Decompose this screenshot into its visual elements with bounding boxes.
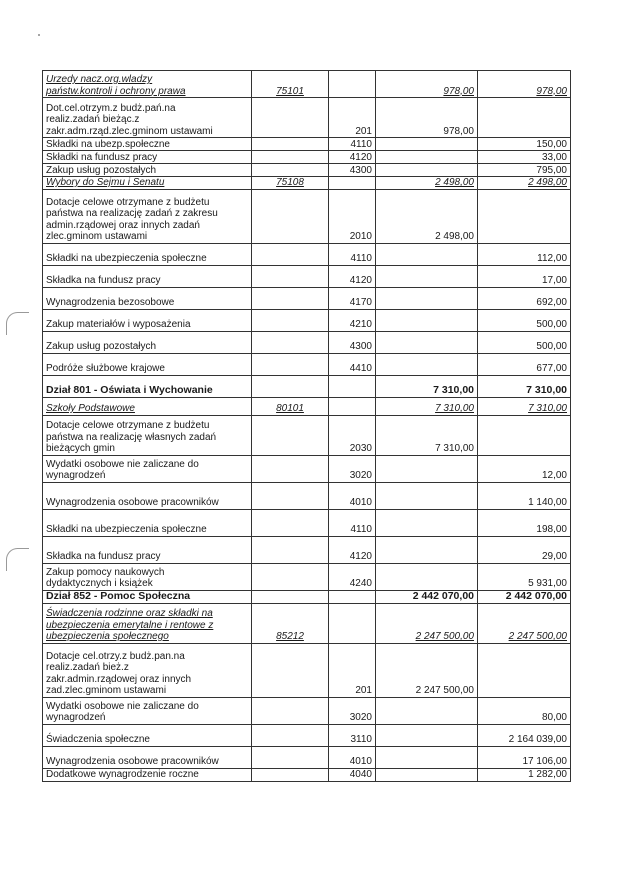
row-paragraph bbox=[329, 590, 376, 603]
row-paragraph: 4300 bbox=[329, 331, 376, 353]
chapter-row bbox=[43, 603, 571, 643]
row-total-amount: 2 164 039,00 bbox=[478, 724, 571, 746]
table-row bbox=[43, 98, 571, 138]
row-paragraph: 4010 bbox=[329, 482, 376, 509]
table-row bbox=[43, 746, 571, 768]
row-plan-amount bbox=[376, 455, 478, 482]
chapter-row bbox=[43, 397, 571, 415]
row-total-amount: 7 310,00 bbox=[478, 375, 571, 397]
row-paragraph: 4110 bbox=[329, 243, 376, 265]
row-chapter-code bbox=[252, 164, 329, 177]
row-total-amount: 500,00 bbox=[478, 309, 571, 331]
row-plan-amount bbox=[376, 509, 478, 536]
row-chapter-code bbox=[252, 536, 329, 563]
row-plan-amount bbox=[376, 353, 478, 375]
row-plan-amount: 7 310,00 bbox=[376, 397, 478, 415]
row-plan-amount bbox=[376, 287, 478, 309]
budget-table bbox=[42, 70, 571, 782]
row-description: Wynagrodzenia osobowe pracowników bbox=[43, 482, 252, 509]
row-total-amount bbox=[478, 415, 571, 455]
row-description: Świadczenia społeczne bbox=[43, 724, 252, 746]
row-total-amount: 677,00 bbox=[478, 353, 571, 375]
row-chapter-code bbox=[252, 375, 329, 397]
row-chapter-code bbox=[252, 415, 329, 455]
row-plan-amount bbox=[376, 243, 478, 265]
row-description: Składki na ubezpieczenia społeczne bbox=[43, 243, 252, 265]
row-total-amount: 12,00 bbox=[478, 455, 571, 482]
row-paragraph: 201 bbox=[329, 98, 376, 138]
row-description: Dział 801 - Oświata i Wychowanie bbox=[43, 375, 252, 397]
row-chapter-code bbox=[252, 509, 329, 536]
row-plan-amount bbox=[376, 309, 478, 331]
row-description: Dotacje cel.otrzy.z budż.pan.na realiz.zadań bież.z zakr.admin.rządowej oraz innych zad.zlec.gminom ustawami bbox=[43, 643, 252, 697]
row-description: Dotacje celowe otrzymane z budżetu państwa na realizację zadań z zakresu admin.rządowej oraz innych zadań zlec.gminom ustawami bbox=[43, 189, 252, 243]
row-plan-amount: 2 247 500,00 bbox=[376, 603, 478, 643]
row-plan-amount bbox=[376, 768, 478, 781]
row-total-amount bbox=[478, 98, 571, 138]
row-total-amount: 17 106,00 bbox=[478, 746, 571, 768]
row-paragraph: 4120 bbox=[329, 265, 376, 287]
row-description: Dot.cel.otrzym.z budż.pań.na realiz.zadań bieżąc.z zakr.adm.rząd.zlec.gminom ustawami bbox=[43, 98, 252, 138]
table-row bbox=[43, 482, 571, 509]
row-paragraph: 4170 bbox=[329, 287, 376, 309]
row-total-amount: 2 498,00 bbox=[478, 177, 571, 190]
row-plan-amount: 7 310,00 bbox=[376, 415, 478, 455]
row-total-amount: 1 140,00 bbox=[478, 482, 571, 509]
row-chapter-code bbox=[252, 697, 329, 724]
row-total-amount: 500,00 bbox=[478, 331, 571, 353]
row-description: Urzedy nacz.org.wladzy państw.kontroli i ochrony prawa bbox=[43, 71, 252, 98]
row-chapter-code bbox=[252, 287, 329, 309]
table-row bbox=[43, 189, 571, 243]
row-description: Składki na ubezp.społeczne bbox=[43, 138, 252, 151]
table-row bbox=[43, 509, 571, 536]
row-paragraph: 3020 bbox=[329, 455, 376, 482]
row-chapter-code bbox=[252, 151, 329, 164]
row-total-amount: 5 931,00 bbox=[478, 563, 571, 590]
table-row bbox=[43, 164, 571, 177]
row-chapter-code bbox=[252, 331, 329, 353]
row-description: Wybory do Sejmu i Senatu bbox=[43, 177, 252, 190]
row-chapter-code bbox=[252, 768, 329, 781]
section-row bbox=[43, 375, 571, 397]
table-row bbox=[43, 138, 571, 151]
row-plan-amount: 978,00 bbox=[376, 71, 478, 98]
row-paragraph: 4110 bbox=[329, 509, 376, 536]
table-row bbox=[43, 643, 571, 697]
row-paragraph: 4210 bbox=[329, 309, 376, 331]
row-plan-amount bbox=[376, 331, 478, 353]
table-row bbox=[43, 697, 571, 724]
row-plan-amount bbox=[376, 697, 478, 724]
row-chapter-code: 75101 bbox=[252, 71, 329, 98]
row-paragraph: 4110 bbox=[329, 138, 376, 151]
scan-speck bbox=[38, 34, 40, 36]
row-paragraph: 4300 bbox=[329, 164, 376, 177]
row-description: Podróże służbowe krajowe bbox=[43, 353, 252, 375]
row-description: Składki na ubezpieczenia społeczne bbox=[43, 509, 252, 536]
row-paragraph: 2030 bbox=[329, 415, 376, 455]
row-plan-amount bbox=[376, 746, 478, 768]
row-description: Zakup usług pozostałych bbox=[43, 164, 252, 177]
row-paragraph bbox=[329, 397, 376, 415]
punch-hole-mark bbox=[6, 548, 29, 571]
table-row bbox=[43, 287, 571, 309]
table-row bbox=[43, 724, 571, 746]
row-total-amount bbox=[478, 643, 571, 697]
row-chapter-code bbox=[252, 243, 329, 265]
table-row bbox=[43, 151, 571, 164]
row-total-amount: 1 282,00 bbox=[478, 768, 571, 781]
row-chapter-code bbox=[252, 189, 329, 243]
row-chapter-code bbox=[252, 265, 329, 287]
row-plan-amount bbox=[376, 724, 478, 746]
row-plan-amount: 2 498,00 bbox=[376, 189, 478, 243]
row-plan-amount bbox=[376, 265, 478, 287]
row-total-amount: 33,00 bbox=[478, 151, 571, 164]
row-description: Zakup usług pozostałych bbox=[43, 331, 252, 353]
row-plan-amount: 2 442 070,00 bbox=[376, 590, 478, 603]
row-total-amount: 80,00 bbox=[478, 697, 571, 724]
row-chapter-code bbox=[252, 643, 329, 697]
row-chapter-code bbox=[252, 455, 329, 482]
row-chapter-code bbox=[252, 724, 329, 746]
row-description: Składka na fundusz pracy bbox=[43, 536, 252, 563]
row-description: Wydatki osobowe nie zaliczane do wynagrodzeń bbox=[43, 697, 252, 724]
row-description: Szkoły Podstawowe bbox=[43, 397, 252, 415]
table-row bbox=[43, 331, 571, 353]
row-chapter-code bbox=[252, 98, 329, 138]
row-description: Zakup materiałów i wyposażenia bbox=[43, 309, 252, 331]
row-total-amount: 795,00 bbox=[478, 164, 571, 177]
table-row bbox=[43, 415, 571, 455]
row-chapter-code bbox=[252, 309, 329, 331]
row-paragraph: 3020 bbox=[329, 697, 376, 724]
table-row bbox=[43, 353, 571, 375]
row-chapter-code bbox=[252, 563, 329, 590]
row-description: Wydatki osobowe nie zaliczane do wynagrodzeń bbox=[43, 455, 252, 482]
table-row bbox=[43, 265, 571, 287]
row-description: Składki na fundusz pracy bbox=[43, 151, 252, 164]
row-total-amount: 978,00 bbox=[478, 71, 571, 98]
row-paragraph: 4240 bbox=[329, 563, 376, 590]
row-plan-amount: 7 310,00 bbox=[376, 375, 478, 397]
row-paragraph bbox=[329, 603, 376, 643]
row-plan-amount bbox=[376, 151, 478, 164]
row-total-amount: 150,00 bbox=[478, 138, 571, 151]
row-paragraph bbox=[329, 177, 376, 190]
row-chapter-code bbox=[252, 590, 329, 603]
table-row bbox=[43, 768, 571, 781]
table-row bbox=[43, 536, 571, 563]
table-row bbox=[43, 243, 571, 265]
row-plan-amount bbox=[376, 563, 478, 590]
row-description: Świadczenia rodzinne oraz składki na ubezpieczenia emerytalne i rentowe z ubezpieczenia społecznego bbox=[43, 603, 252, 643]
row-paragraph: 4120 bbox=[329, 151, 376, 164]
row-description: Zakup pomocy naukowych dydaktycznych i książek bbox=[43, 563, 252, 590]
row-total-amount bbox=[478, 189, 571, 243]
row-paragraph bbox=[329, 375, 376, 397]
chapter-row bbox=[43, 177, 571, 190]
row-plan-amount bbox=[376, 138, 478, 151]
row-paragraph: 4040 bbox=[329, 768, 376, 781]
row-total-amount: 2 247 500,00 bbox=[478, 603, 571, 643]
row-description: Składka na fundusz pracy bbox=[43, 265, 252, 287]
row-plan-amount bbox=[376, 482, 478, 509]
table-row bbox=[43, 563, 571, 590]
row-paragraph: 4410 bbox=[329, 353, 376, 375]
row-chapter-code bbox=[252, 746, 329, 768]
row-plan-amount: 2 498,00 bbox=[376, 177, 478, 190]
row-paragraph bbox=[329, 71, 376, 98]
row-total-amount: 198,00 bbox=[478, 509, 571, 536]
budget-table-body bbox=[43, 71, 571, 782]
row-total-amount: 112,00 bbox=[478, 243, 571, 265]
row-description: Dodatkowe wynagrodzenie roczne bbox=[43, 768, 252, 781]
row-plan-amount bbox=[376, 164, 478, 177]
row-description: Wynagrodzenia bezosobowe bbox=[43, 287, 252, 309]
row-paragraph: 2010 bbox=[329, 189, 376, 243]
row-description: Wynagrodzenia osobowe pracowników bbox=[43, 746, 252, 768]
table-row bbox=[43, 309, 571, 331]
row-chapter-code bbox=[252, 482, 329, 509]
row-chapter-code bbox=[252, 353, 329, 375]
row-description: Dział 852 - Pomoc Społeczna bbox=[43, 590, 252, 603]
row-description: Dotacje celowe otrzymane z budżetu państwa na realizację własnych zadań bieżących gmin bbox=[43, 415, 252, 455]
row-chapter-code: 80101 bbox=[252, 397, 329, 415]
row-paragraph: 4010 bbox=[329, 746, 376, 768]
row-plan-amount bbox=[376, 536, 478, 563]
chapter-row bbox=[43, 71, 571, 98]
row-total-amount: 29,00 bbox=[478, 536, 571, 563]
row-paragraph: 4120 bbox=[329, 536, 376, 563]
row-total-amount: 7 310,00 bbox=[478, 397, 571, 415]
table-row bbox=[43, 455, 571, 482]
punch-hole-mark bbox=[6, 312, 29, 335]
row-plan-amount: 2 247 500,00 bbox=[376, 643, 478, 697]
row-chapter-code bbox=[252, 138, 329, 151]
row-plan-amount: 978,00 bbox=[376, 98, 478, 138]
row-paragraph: 201 bbox=[329, 643, 376, 697]
row-chapter-code: 75108 bbox=[252, 177, 329, 190]
row-total-amount: 692,00 bbox=[478, 287, 571, 309]
row-chapter-code: 85212 bbox=[252, 603, 329, 643]
row-total-amount: 2 442 070,00 bbox=[478, 590, 571, 603]
row-total-amount: 17,00 bbox=[478, 265, 571, 287]
row-paragraph: 3110 bbox=[329, 724, 376, 746]
section-row bbox=[43, 590, 571, 603]
